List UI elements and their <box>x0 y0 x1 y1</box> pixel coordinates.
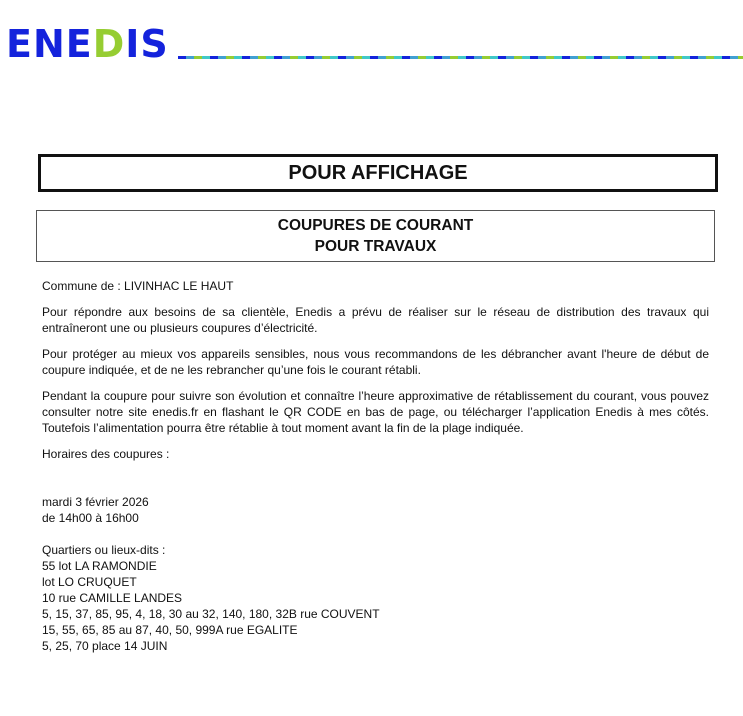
outage-date: mardi 3 février 2026 <box>42 495 149 509</box>
paragraph-protection: Pour protéger au mieux vos appareils sensibles, nous vous recommandons de les débrancher avant l'heure de début de coupure indiquée, et de ne les rebrancher qu’une fois le courant rétabli. <box>42 347 709 377</box>
horaires-label: Horaires des coupures : <box>42 447 170 461</box>
outage-time: de 14h00 à 16h00 <box>42 511 139 525</box>
location-list <box>42 558 709 654</box>
location-item: 10 rue CAMILLE LANDES <box>42 591 183 605</box>
logo-text-2: IS <box>125 22 169 66</box>
notice-title-box <box>36 210 715 262</box>
header-divider <box>178 56 743 59</box>
location-item: 55 lot LA RAMONDIE <box>42 559 157 573</box>
affichage-label: POUR AFFICHAGE <box>288 161 468 184</box>
commune-line: Commune de : LIVINHAC LE HAUT <box>42 279 234 293</box>
logo-text-1: ENE <box>6 22 93 66</box>
title-line-1: COUPURES DE COURANT <box>277 217 474 234</box>
enedis-logo <box>6 24 169 64</box>
location-item: lot LO CRUQUET <box>42 575 137 589</box>
paragraph-intro: Pour répondre aux besoins de sa clientèle, Enedis a prévu de réaliser sur le réseau de distribution des travaux qui entraîneront une ou plusieurs coupures d’électricité. <box>42 305 709 335</box>
notice-content <box>42 278 709 654</box>
quartiers-label: Quartiers ou lieux-dits : <box>42 543 166 557</box>
paragraph-follow-up: Pendant la coupure pour suivre son évolution et connaître l’heure approximative de rétablissement du courant, vous pouvez consulter notre site enedis.fr en flashant le QR CODE en bas de page, ou télécharger l’application Enedis à mes côtés. Toutefois l’alimentation pourra être rétablie à tout moment avant la fin de la plage indiquée. <box>42 389 709 435</box>
title-line-2: POUR TRAVAUX <box>314 238 437 255</box>
affichage-banner <box>38 154 718 192</box>
location-item: 5, 25, 70 place 14 JUIN <box>42 639 168 653</box>
location-item: 15, 55, 65, 85 au 87, 40, 50, 999A rue EGALITE <box>42 623 298 637</box>
logo-text-accent: D <box>92 22 126 66</box>
location-item: 5, 15, 37, 85, 95, 4, 18, 30 au 32, 140, 180, 32B rue COUVENT <box>42 607 380 621</box>
